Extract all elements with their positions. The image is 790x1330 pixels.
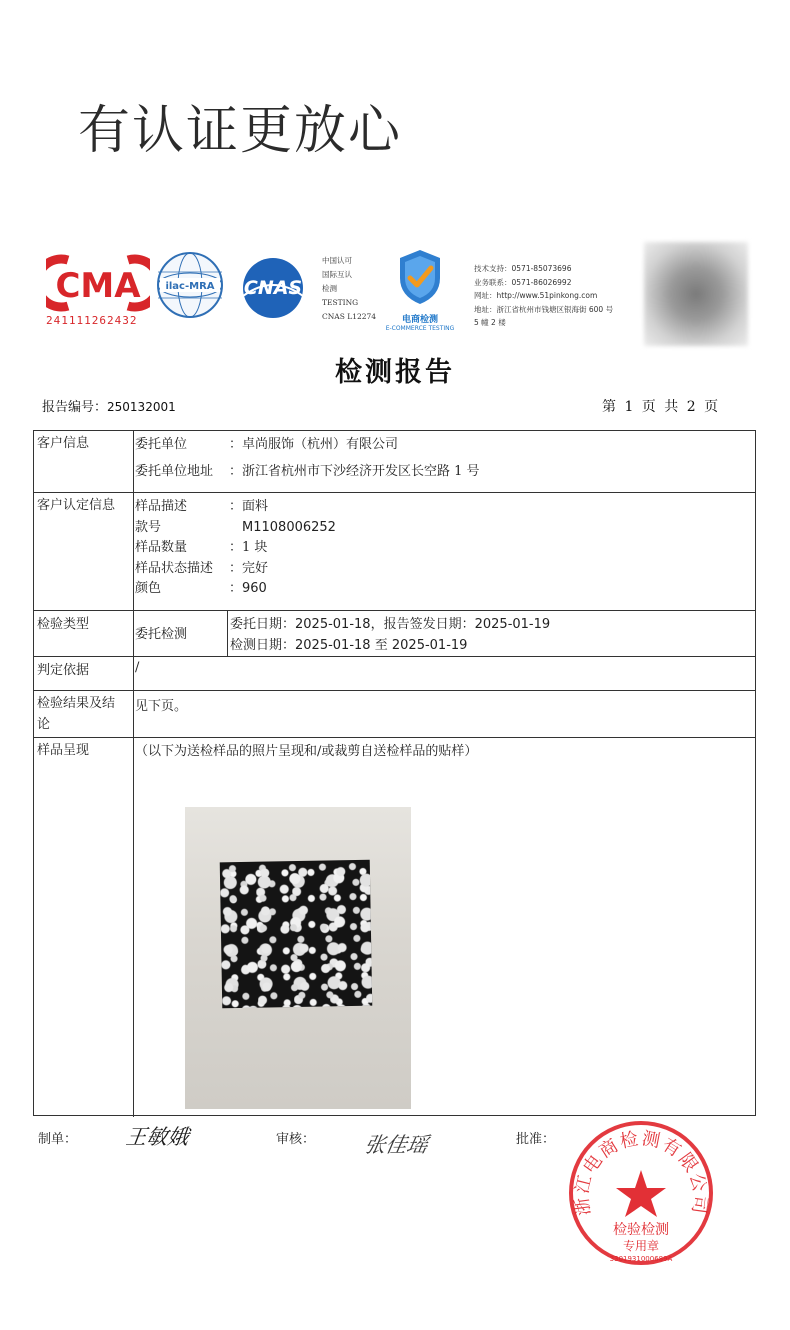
- commission-date-label: 委托日期：: [230, 617, 296, 632]
- report-title: 检测报告: [335, 357, 455, 388]
- field-sep: ：: [229, 581, 243, 596]
- customer-row: [135, 433, 480, 454]
- acc-line: 中国认可: [322, 256, 352, 265]
- acc-line: TESTING: [322, 298, 359, 307]
- row-divider: [34, 737, 755, 738]
- approved-by-label: 批准：: [516, 1132, 556, 1147]
- sample-row: [135, 516, 336, 537]
- result-label: 检验结果及结论: [37, 696, 116, 732]
- test-date-line: [230, 635, 550, 656]
- report-number: [42, 396, 176, 415]
- field-key: 样品描述: [135, 499, 188, 514]
- sample-info-rows: [135, 495, 336, 598]
- column-divider: [133, 431, 134, 1117]
- shield-check-icon: [396, 248, 444, 306]
- seal-center-line1: 检验检测: [613, 1222, 669, 1238]
- sample-row: [135, 536, 336, 557]
- field-value: 960: [242, 581, 267, 596]
- customer-info-rows: [135, 433, 480, 480]
- field-key: 颜色: [135, 581, 162, 596]
- certification-logos: [40, 240, 760, 350]
- customer-row: [135, 460, 480, 481]
- ecommerce-cn-label: 电商检测: [401, 315, 438, 325]
- contact-line: 5 幢 2 楼: [474, 318, 506, 327]
- field-sep: ：: [229, 560, 243, 576]
- field-value: 浙江省杭州市下沙经济开发区长空路 1 号: [242, 463, 480, 479]
- inspection-type-label: 检验类型: [37, 617, 90, 632]
- review-signature: [366, 1126, 456, 1164]
- report-number-label: 报告编号：: [42, 400, 108, 415]
- star-icon: [616, 1170, 666, 1217]
- contact-line: 网址：http://www.51pinkong.com: [474, 291, 598, 300]
- review-signature-icon: [366, 1126, 456, 1160]
- cma-mark-icon: [46, 254, 150, 312]
- field-key: 款号: [135, 519, 162, 535]
- field-value: 1 块: [242, 540, 268, 555]
- seal-ring-text: 浙江电商检测有限公司: [571, 1128, 711, 1217]
- row-divider: [34, 690, 755, 691]
- contact-info: [474, 262, 613, 330]
- inspection-type-value: 委托检测: [135, 627, 188, 642]
- page-indicator: 第 1 页 共 2 页: [602, 399, 719, 415]
- accreditation-text: [322, 254, 376, 324]
- field-value: 面料: [242, 499, 269, 514]
- sample-presentation-label: 样品呈现: [37, 743, 90, 758]
- ecommerce-en-label: E-COMMERCE TESTING: [385, 325, 455, 332]
- ecommerce-testing-logo: [380, 248, 460, 332]
- field-sep: ：: [229, 499, 243, 514]
- ilac-label: ilac-MRA: [165, 281, 215, 292]
- ilac-mra-logo: [156, 250, 224, 324]
- date-separator: ，: [370, 617, 384, 632]
- commission-date-value: 2025-01-18: [295, 617, 371, 632]
- field-key: 样品数量: [135, 540, 188, 555]
- prepared-by-label: 制单：: [38, 1132, 78, 1147]
- field-sep: ：: [229, 437, 243, 452]
- cma-letters: CMA: [55, 266, 141, 306]
- seal-center-line2: 专用章: [622, 1239, 660, 1253]
- review-signature-text: 张佳瑶: [366, 1132, 430, 1157]
- sample-photo: [185, 807, 411, 1109]
- report-number-value: 250132001: [107, 400, 176, 414]
- cnas-label: CNAS: [243, 277, 303, 299]
- row-divider: [34, 656, 755, 657]
- test-date-to-word: 至: [374, 638, 388, 653]
- prepared-signature-icon: [126, 1120, 212, 1152]
- sample-row: [135, 557, 336, 578]
- field-value: 完好: [242, 560, 269, 576]
- blurred-qr-code: [644, 242, 748, 346]
- seal-stamp-icon: [566, 1118, 716, 1268]
- seal-number: 3301931000689A: [609, 1255, 673, 1263]
- sample-info-label: 客户认定信息: [37, 498, 116, 513]
- customer-info-label: 客户信息: [37, 436, 90, 451]
- acc-line: 国际互认: [322, 270, 352, 279]
- row-divider: [34, 610, 755, 611]
- prepared-signature: [126, 1120, 212, 1156]
- result-value: 见下页。: [135, 699, 188, 714]
- issue-date-value: 2025-01-19: [474, 617, 551, 632]
- sample-presentation-note: （以下为送检样品的照片呈现和/或裁剪自送检样品的贴样）: [135, 744, 478, 759]
- judgement-basis-value: /: [135, 660, 140, 675]
- issue-date-label: 报告签发日期：: [383, 617, 475, 632]
- fabric-swatch: [220, 860, 373, 1009]
- inner-divider: [227, 610, 228, 656]
- field-key: 样品状态描述: [135, 560, 214, 576]
- cma-logo: [46, 254, 150, 327]
- test-date-to: 2025-01-19: [391, 638, 468, 653]
- field-key: 委托单位地址: [135, 463, 214, 479]
- cnas-icon: [230, 256, 316, 320]
- ilac-globe-icon: [156, 250, 224, 320]
- field-value: 卓尚服饰（杭州）有限公司: [242, 437, 399, 452]
- acc-line: CNAS L12274: [322, 312, 377, 321]
- reviewed-by-label: 审核：: [276, 1132, 316, 1147]
- field-sep: ：: [229, 463, 243, 479]
- prepared-signature-text: 王敏娥: [126, 1124, 191, 1149]
- judgement-basis-label: 判定依据: [37, 663, 90, 678]
- contact-line: 地址：浙江省杭州市钱塘区银海街 600 号: [474, 304, 614, 314]
- test-date-label: 检测日期：: [230, 638, 296, 653]
- field-sep: ：: [229, 540, 243, 555]
- field-value: M1108006252: [242, 519, 336, 535]
- contact-line: 技术支持：0571-85073696: [474, 264, 572, 273]
- sample-row: [135, 495, 336, 516]
- sample-row: [135, 577, 336, 598]
- inspection-dates: [230, 614, 550, 656]
- contact-line: 业务联系：0571-86026992: [474, 277, 572, 287]
- company-seal: [566, 1118, 716, 1268]
- headline: 有认证更放心: [78, 101, 403, 161]
- cma-number: 241111262432: [46, 314, 138, 327]
- row-divider: [34, 492, 755, 493]
- acc-line: 检测: [322, 284, 337, 293]
- test-date-from: 2025-01-18: [295, 638, 371, 653]
- cnas-logo: [230, 256, 316, 324]
- field-key: 委托单位: [135, 437, 188, 452]
- commission-date-line: [230, 614, 550, 635]
- report-table: [33, 430, 756, 1116]
